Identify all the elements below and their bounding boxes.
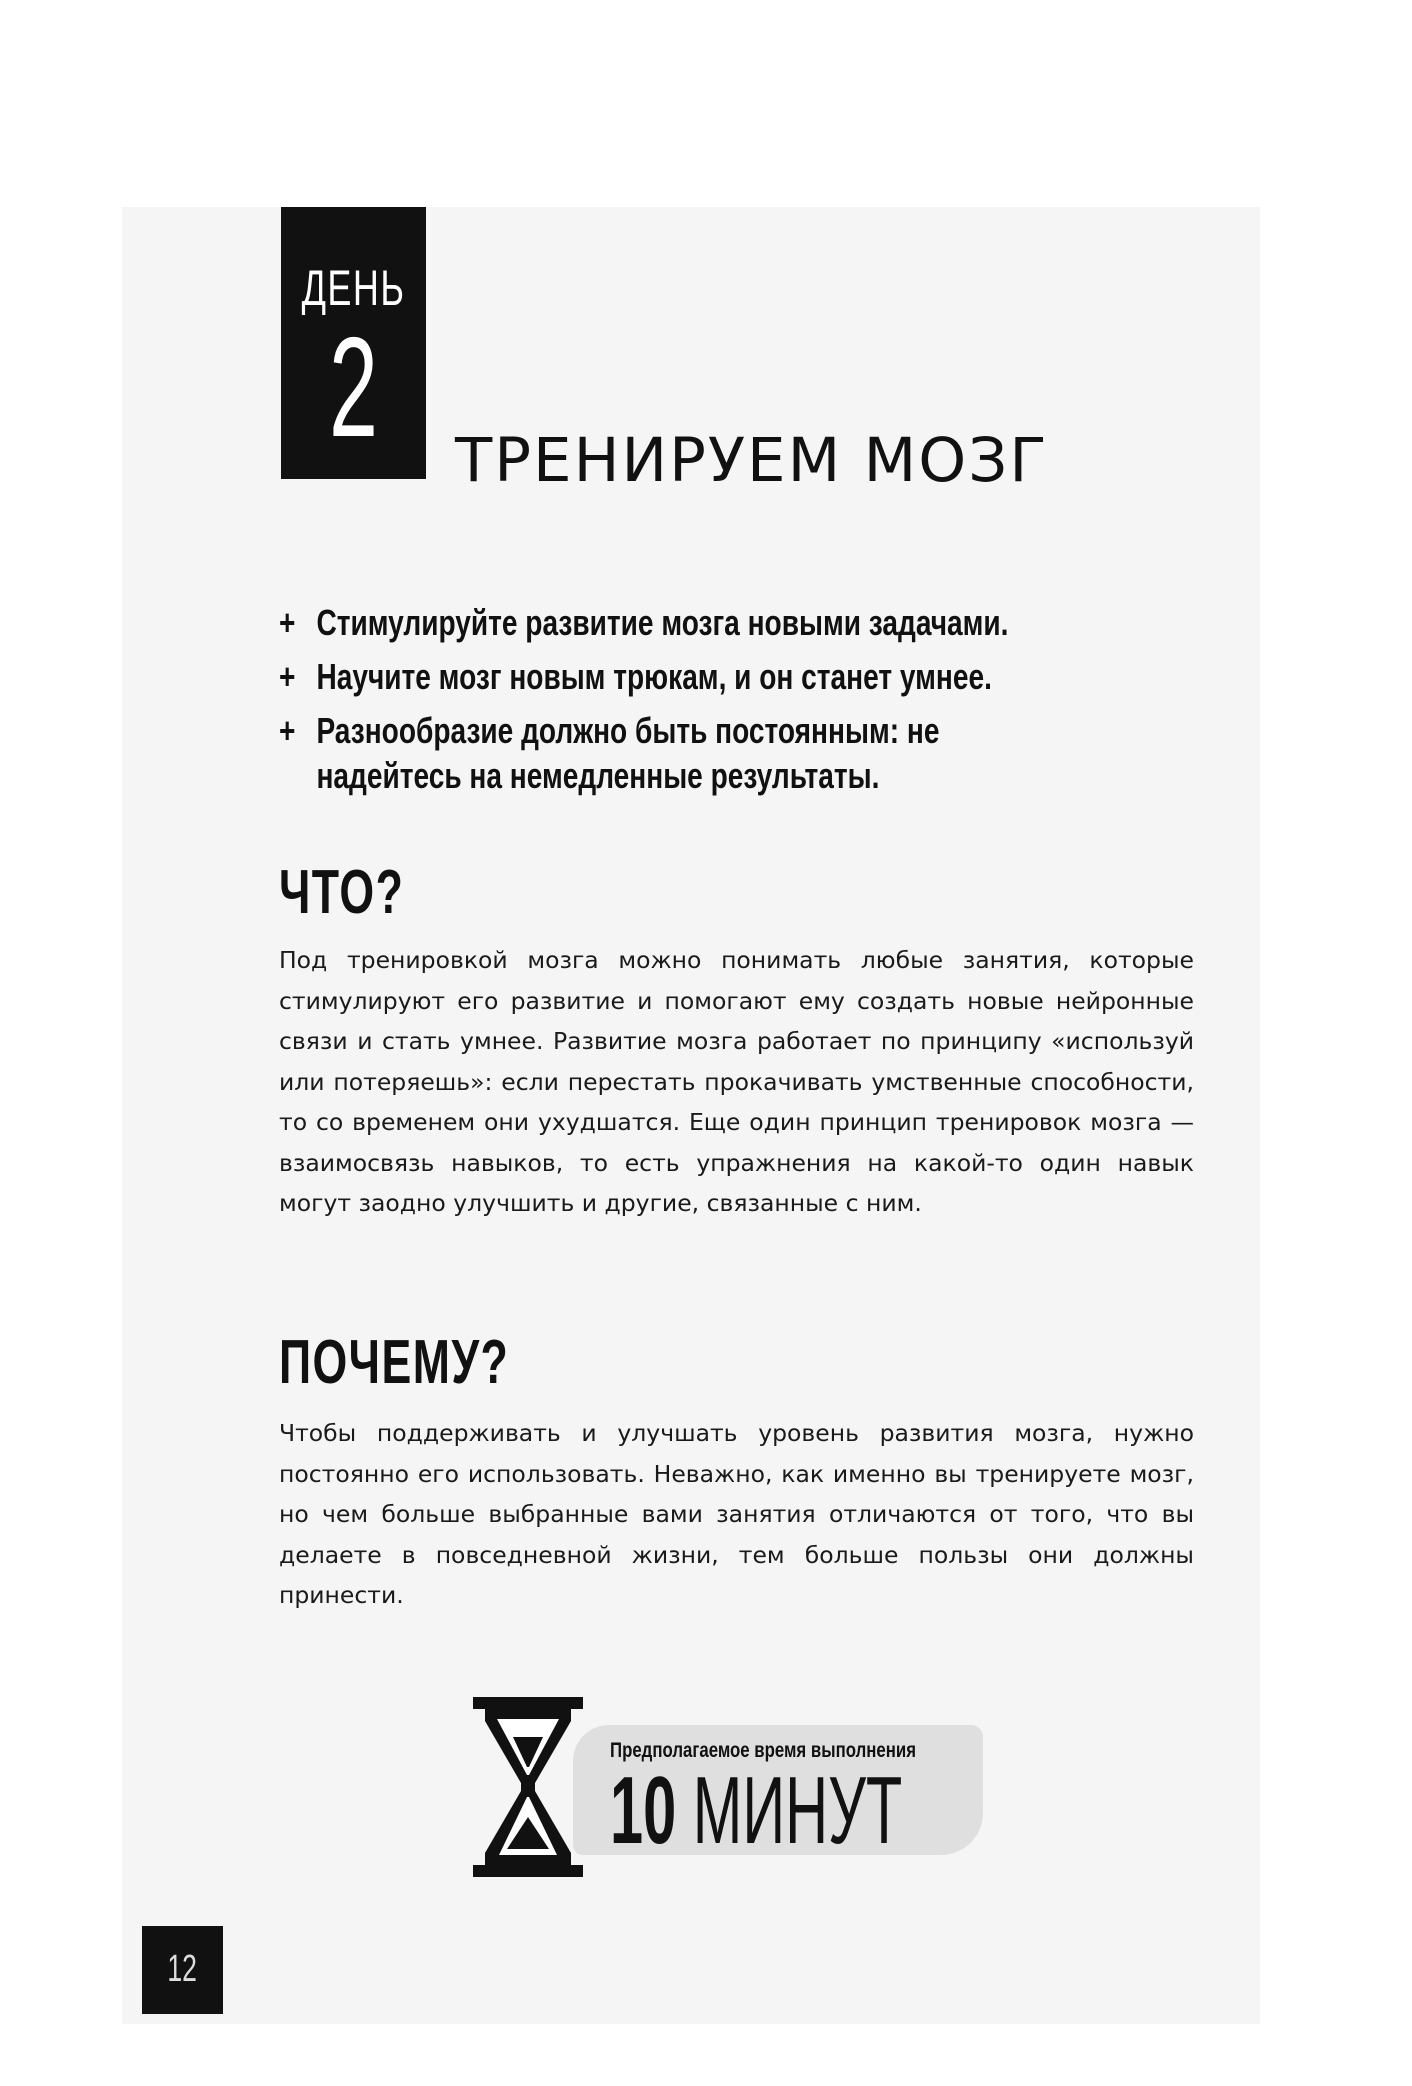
page-number: 12 [167,1948,198,1990]
section-text-what: Под тренировкой мозга можно понимать любые занятия, которые стимулируют его развитие и помогают ему создать новые нейронные связи и стать умнее. Развитие мозга работает по принципу «используй или потеряешь»: если перестать прокачивать умственные способности, то со временем они ухудшатся. Еще один принцип тренировок мозга — взаимосвязь навыков, то есть упражнения на какой-то один навык могут заодно улучшить и другие, связанные с ним. [279,946,1194,1217]
key-point [279,654,1174,699]
time-number: 10 [610,1757,677,1864]
day-label: ДЕНЬ [301,260,406,316]
key-point-text: Разнообразие должно быть постоянным: не надейтесь на немедленные результаты. [316,710,940,796]
key-point [279,708,956,798]
section-heading-what: ЧТО? [279,858,405,927]
plus-icon: + [279,710,296,751]
page-number-badge [142,1926,223,2014]
page-title: ТРЕНИРУЕМ МОЗГ [455,425,1049,496]
key-point [279,600,1174,645]
key-point-text: Стимулируйте развитие мозга новыми задачами. [316,602,1009,643]
plus-icon: + [279,602,296,643]
section-heading-why: ПОЧЕМУ? [279,1328,510,1397]
estimated-time-stamp [473,1697,993,1877]
day-number: 2 [329,308,378,467]
time-caption: Предполагаемое время выполнения [610,1739,917,1762]
hourglass-icon [473,1697,583,1877]
time-unit: МИНУТ [692,1757,903,1864]
plus-icon: + [279,656,296,697]
key-points-list [279,600,1179,807]
time-value [610,1757,903,1864]
key-point-text: Научите мозг новым трюкам, и он станет умнее. [316,656,992,697]
section-text-why: Чтобы поддерживать и улучшать уровень развития мозга, нужно постоянно его использовать. Неважно, как именно вы тренируете мозг, но чем больше выбранные вами занятия отличаются от того, что вы делаете в повседневной жизни, тем больше пользы они должны принести. [279,1419,1194,1609]
day-badge [281,207,426,479]
